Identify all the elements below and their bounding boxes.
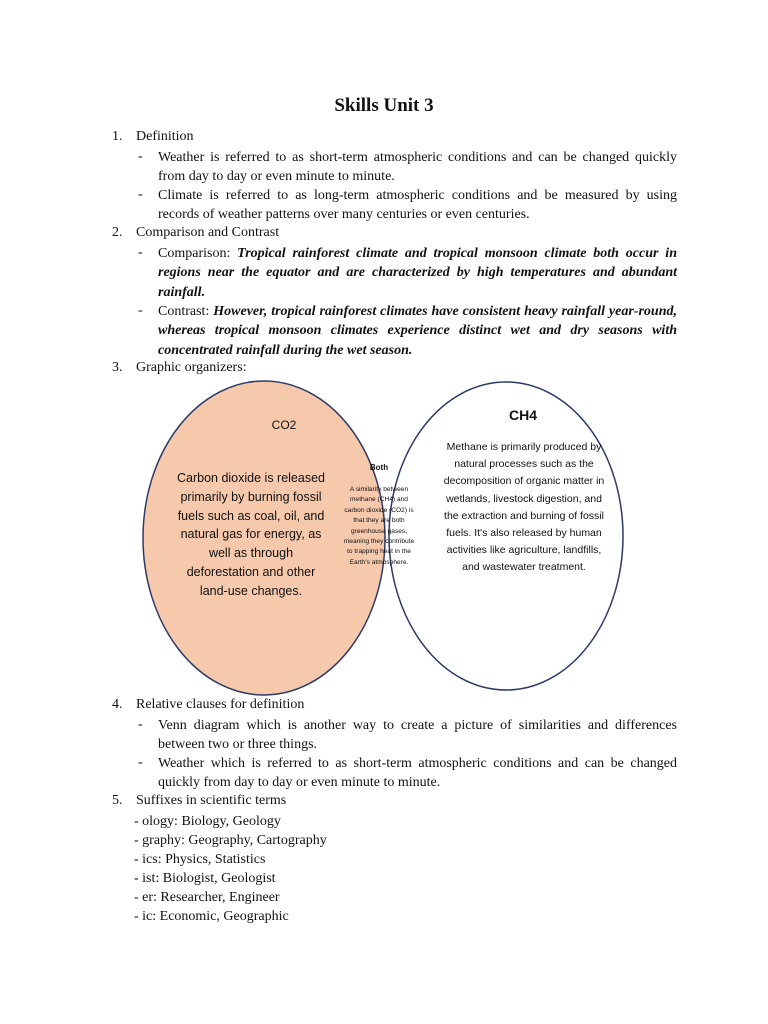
comparison-label: Comparison: [158, 246, 238, 261]
comparison-text: Tropical rainforest climate and tropical monsoon climate both occur in regions near the equator and are characterized by high temperatures and abundant rainfall. [158, 246, 677, 300]
venn-right-title: CH4 [508, 407, 537, 423]
section-5-heading: Suffixes in scientific terms [136, 793, 287, 808]
suffix-item: - ics: Physics, Statistics [134, 852, 266, 867]
section-3-number: 3. [112, 360, 123, 375]
definition-weather: Weather is referred to as short-term atmospheric conditions and can be changed quickly from day to day or even minute to minute. [158, 150, 677, 185]
section-2-heading: Comparison and Contrast [136, 225, 280, 240]
suffix-item: - er: Researcher, Engineer [134, 890, 280, 905]
venn-middle-text: A similarity between methane (CH4) and carbon dioxide (CO2) is that they are both greenhouse gases, meaning they contribute to trapping heat in the Earth's atmosphere. [343, 486, 415, 566]
section-4-number: 4. [112, 697, 123, 712]
bullet-dash: - [138, 187, 143, 202]
suffix-item: - ic: Economic, Geographic [134, 909, 289, 924]
venn-left-text: Carbon dioxide is released primarily by burning fossil fuels such as coal, oil, and natural gas for energy, as well as through deforestation and other land-use changes. [176, 471, 325, 598]
relative-clause-venn: Venn diagram which is another way to create a picture of similarities and differences between two or three things. [158, 718, 677, 753]
venn-right-text: Methane is primarily produced by natural processes such as the decomposition of organic matter in wetlands, livestock digestion, and the extraction and burning of fossil fuels. It's also released by human activities like agriculture, landfills, and wastewater treatment. [443, 441, 605, 574]
bullet-dash: - [138, 245, 143, 260]
venn-left-title: CO2 [271, 418, 297, 432]
contrast-label: Contrast: [158, 304, 214, 319]
section-1-heading: Definition [136, 129, 194, 144]
suffix-item: - graphy: Geography, Cartography [134, 833, 327, 848]
bullet-dash: - [138, 303, 143, 318]
page-title: Skills Unit 3 [334, 95, 434, 116]
section-1-number: 1. [112, 129, 123, 144]
section-2-number: 2. [112, 225, 123, 240]
section-5-number: 5. [112, 793, 123, 808]
venn-middle-title: Both [369, 463, 389, 472]
suffix-item: - ology: Biology, Geology [134, 814, 281, 829]
section-4-heading: Relative clauses for definition [136, 697, 305, 712]
contrast-text: However, tropical rainforest climates have consistent heavy rainfall year-round, whereas tropical monsoon climates experience distinct wet and dry seasons with concentrated rainfall during the wet season. [158, 304, 677, 358]
bullet-dash: - [138, 755, 143, 770]
bullet-dash: - [138, 149, 143, 164]
suffix-item: - ist: Biologist, Geologist [134, 871, 276, 886]
bullet-dash: - [138, 717, 143, 732]
section-3-heading: Graphic organizers: [136, 360, 247, 375]
definition-climate: Climate is referred to as long-term atmospheric conditions and be measured by using records of weather patterns over many centuries or even centuries. [158, 188, 677, 223]
relative-clause-weather: Weather which is referred to as short-term atmospheric conditions and can be changed quickly from day to day or even minute to minute. [158, 756, 677, 791]
